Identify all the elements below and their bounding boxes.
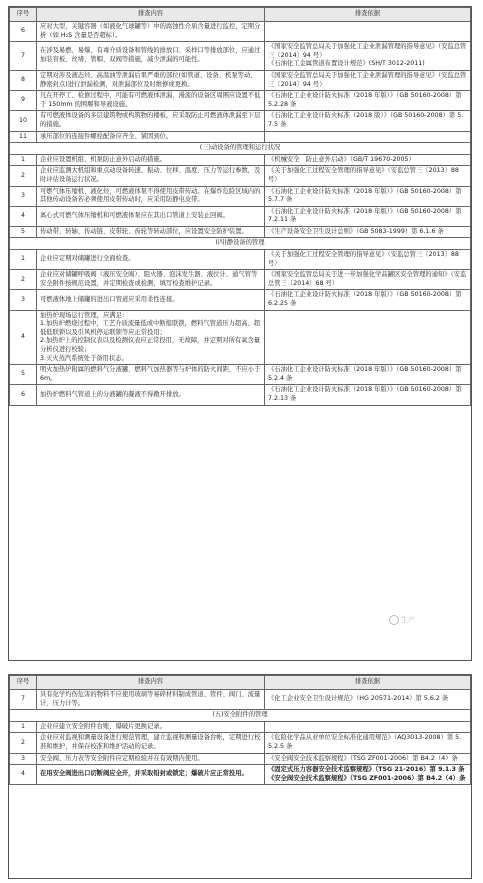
cell-basis: [265, 22, 471, 42]
cell-basis: 《石油化工企业设计防火标准（2018 年版）》（GB 50160-2008）第 7.2.13 条: [265, 385, 471, 405]
cell-content: 企业应定期对储罐进行全面检查。: [37, 250, 265, 270]
table-row: [10, 70, 471, 90]
table-row: [10, 690, 471, 710]
cell-no: 9: [10, 91, 37, 111]
cell-content: 可燃液体地上储罐的进出口管道应采用柔性连接。: [37, 290, 265, 310]
cell-no: 3: [10, 753, 37, 765]
section-title: (三)动设备的管理和运行状况: [10, 143, 471, 155]
cell-content: 在用安全阀进出口切断阀应全开，并采取铅封或锁定；爆破片应正常投用。: [37, 765, 265, 785]
cell-basis: 《固定式压力容器安全技术监察规程》（TSG 21-2016）第 9.1.3 条 《安全阀安全技术监察规程》（TSG ZF001-2006）第 B4.2（4）条: [265, 765, 471, 785]
table-row: [10, 721, 471, 733]
cell-content: 凡在开停工、检修过程中，可能有可燃液体泄漏、漫流的设备区周围应设置不低于 150mm 的围堰和导液设施。: [37, 91, 265, 111]
cell-no: 4: [10, 206, 37, 226]
cell-no: 2: [10, 270, 37, 290]
cell-basis: 《化工企业安全卫生设计规范》（HG 20571-2014）第 5.6.2 条: [265, 690, 471, 710]
cell-no: 3: [10, 290, 37, 310]
table-row: [10, 186, 471, 206]
header-content: 排查内容: [37, 676, 265, 690]
cell-no: 1: [10, 154, 37, 166]
cell-content: 传动带、转轴、传动链、皮带轮、齿轮等转动部位，应设置安全防护装置。: [37, 226, 265, 238]
section-title: (四)静设备的管理: [10, 238, 471, 250]
header-content: 排查内容: [37, 8, 265, 22]
table-row: [10, 131, 471, 143]
cell-basis: [265, 131, 471, 143]
cell-content: 安全阀、压力表等安全附件应定期检验并在有效期内使用。: [37, 753, 265, 765]
cell-no: 10: [10, 111, 37, 131]
table-row: [10, 111, 471, 131]
cell-no: 8: [10, 70, 37, 90]
table-row: [10, 733, 471, 753]
document-page-2: [8, 674, 472, 879]
cell-content: 企业应对监视和测量设备进行规范管理，建立监视和测量设备台帐，定期进行校准和维护，并保存校准和维护活动的记录。: [37, 733, 265, 753]
table-row: [10, 753, 471, 765]
watermark-text: 生产: [401, 616, 415, 624]
cell-content: 离心式可燃气体压缩机和可燃液体泵应在其出口管道上安装止回阀。: [37, 206, 265, 226]
header-basis: 排查依据: [265, 8, 471, 22]
cell-basis: 《关于加强化工过程安全管理的指导意见》（安监总管三〔2013〕88 号）: [265, 166, 471, 186]
cell-basis: 《关于加强化工过程安全管理的指导意见》（安监总管三〔2013〕88 号）: [265, 250, 471, 270]
watermark: [389, 615, 415, 625]
cell-no: 4: [10, 310, 37, 365]
check-table-1: [9, 7, 471, 406]
cell-content: 定期对涉及液态烃、高温油等泄漏后果严重的部位(如管道、设备、机泵等动、静密封点)进行泄漏检测，对泄漏部位及时维修或更换。: [37, 70, 265, 90]
cell-content: 企业应设置机组、机泵防止意外启动的措施。: [37, 154, 265, 166]
cell-content: 在涉及易燃、易爆、有毒介质设备和管线的排放口、采样口等排放部位，应通过加装盲板、丝堵、管帽、双阀等措施，减少泄漏的可能性。: [37, 42, 265, 71]
cell-no: 4: [10, 765, 37, 785]
table-row: [10, 154, 471, 166]
cell-content: 具有化学灼伤危害的物料不应使用玻璃等易碎材料制成管道、管件、阀门、流量计、压力计等。: [37, 690, 265, 710]
cell-basis: 《石油化工企业设计防火标准（2018 年版）》（GB 50160-2008）第 5.2.4 条: [265, 365, 471, 385]
cell-content: 应对大型、关键容器（如液化气球罐等）中的腐蚀性介质含量进行监控，定期分析（如 H₂S 含量是否超标）。: [37, 22, 265, 42]
cell-content: 有可燃液体设备的多层建筑物或构筑物的楼板，应采取防止可燃液体泄漏至下层的措施。: [37, 111, 265, 131]
cell-content: 加热炉燃料气管道上的分液罐的凝液不得敞开排放。: [37, 385, 265, 405]
cell-basis: 《危险化学品从业单位安全标准化通用规范》（AQ3013-2008）第 5.5.2.5 条: [265, 733, 471, 753]
table-row: [10, 385, 471, 405]
cell-no: 1: [10, 250, 37, 270]
section-row: [10, 710, 471, 722]
table-header: [10, 676, 471, 690]
table-header: [10, 8, 471, 22]
table-row: [10, 765, 471, 785]
cell-basis: 《石油化工企业设计防火标准（2018 版）》（GB 50160-2008）第 5.7.5 条: [265, 111, 471, 131]
check-table-2: [9, 675, 471, 785]
cell-basis: 《国家安全监管总局关于进一步加强化学品罐区安全管理的通知》（安监总管三〔2014〕68 号）: [265, 270, 471, 290]
cell-no: 2: [10, 166, 37, 186]
cell-basis: 《生产设备安全卫生设计总则》（GB 5083-1999）第 6.1.6 条: [265, 226, 471, 238]
table-row: [10, 250, 471, 270]
cell-no: 11: [10, 131, 37, 143]
section-title: (五)安全附件的管理: [10, 710, 471, 722]
cell-basis: 《石油化工企业设计防火标准（2018 年版）》（GB 50160-2008）第 5.7.7 条: [265, 186, 471, 206]
cell-basis: 《石油化工企业设计防火标准（2018 年版）》（GB 50160-2008）第 5.2.28 条: [265, 91, 471, 111]
cell-content: 明火加热炉附属的燃料气分液罐、燃料气加热器等与炉体的防火间距，不应小于 6m。: [37, 365, 265, 385]
cell-content: 企业应监测大机组和重点动设备转速、振动、位移、温度、压力等运行参数，及时评估设备运行状况。: [37, 166, 265, 186]
cell-content: 可燃气体压缩机、液化烃，可燃液体泵不得使用皮带传动。在爆炸危险区域内的其他传动设备若必须使用皮带传动时，应采用防静电皮带。: [37, 186, 265, 206]
cell-basis: 《石油化工企业设计防火标准（2018 年版）》（GB 50160-2008）第 6.2.25 条: [265, 290, 471, 310]
table-row: [10, 226, 471, 238]
cell-no: 7: [10, 42, 37, 71]
cell-content: 企业应建立安全附件台账、爆破片更换记录。: [37, 721, 265, 733]
wechat-icon: [389, 615, 399, 625]
cell-no: 2: [10, 733, 37, 753]
section-row: [10, 143, 471, 155]
cell-content: 承压部位的连接件螺栓配备应齐全、紧固到位。: [37, 131, 265, 143]
cell-basis: [265, 310, 471, 365]
cell-no: 1: [10, 721, 37, 733]
header-basis: 排查依据: [265, 676, 471, 690]
cell-basis: 《安全阀安全技术监察规程》（TSG ZF001-2006）第 B4.2（4）条: [265, 753, 471, 765]
cell-no: 5: [10, 365, 37, 385]
cell-no: 3: [10, 186, 37, 206]
cell-no: 6: [10, 385, 37, 405]
header-no: 序号: [10, 676, 37, 690]
cell-no: 5: [10, 226, 37, 238]
table-row: [10, 91, 471, 111]
cell-basis: [265, 721, 471, 733]
cell-basis: 《石油化工企业设计防火标准（2018 年版）》（GB 50160-2008）第 7.2.11 条: [265, 206, 471, 226]
table-row: [10, 206, 471, 226]
table-row: [10, 290, 471, 310]
table-row: [10, 22, 471, 42]
document-page-1: [8, 6, 472, 661]
table-row: [10, 270, 471, 290]
cell-content: 企业应对储罐呼吸阀（液压安全阀）、阻火器、泡沫发生器、液位计、通气管等安全附件按规范设置，并定期检查或检测，填写检查维护记录。: [37, 270, 265, 290]
cell-basis: 《国家安全监管总局关于加强化工企业泄漏管理的指导意见》（安监总管三〔2014〕94 号）: [265, 70, 471, 90]
cell-no: 7: [10, 690, 37, 710]
section-row: [10, 238, 471, 250]
table-row: [10, 310, 471, 365]
header-no: 序号: [10, 8, 37, 22]
table-row: [10, 166, 471, 186]
cell-basis: 《国家安全监管总局关于加强化工企业泄漏管理的指导意见》（安监总管三〔2014〕94 号） 《石油化工金属管道布置设计规范》(SH/T 3012-2011): [265, 42, 471, 71]
cell-no: 6: [10, 22, 37, 42]
table-row: [10, 42, 471, 71]
cell-content: 加热炉现场运行管理，应满足： 1.加热炉燃烧过程中，工艺介质流量低或中断熄联锁，燃料气管道压力超高、超低低联锁以及引风机停运联锁等应正常投用； 2.加热炉上的控制仪表以及检测仪表应正常投用，无故障，并定期对所有氧含量分析仪进行校验； 3.灭火蒸汽系统处于备用状态。: [37, 310, 265, 365]
table-row: [10, 365, 471, 385]
cell-basis: 《机械安全 防止意外启动》（GB/T 19670-2005）: [265, 154, 471, 166]
